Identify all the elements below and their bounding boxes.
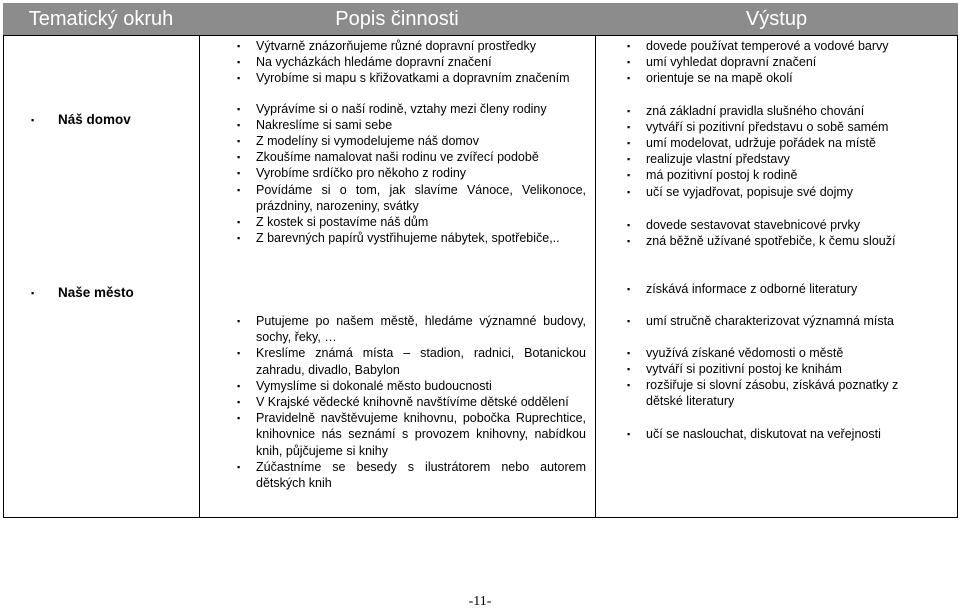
activity-item: ▪ Nakreslíme si sami sebe bbox=[256, 117, 586, 133]
output-item: ▪ vytváří si pozitivní představu o sobě samém bbox=[646, 119, 888, 135]
activity-item: ▪ Kreslíme známá místa – stadion, radnici, Botanickou zahradu, divadlo, Babylon bbox=[256, 345, 586, 377]
topic-column bbox=[3, 35, 200, 518]
output-item: ▪ umí vyhledat dopravní značení bbox=[646, 54, 816, 70]
output-item: ▪ orientuje se na mapě okolí bbox=[646, 70, 793, 86]
activity-item: ▪ Putujeme po našem městě, hledáme významné budovy, sochy, řeky, … bbox=[256, 313, 586, 345]
activity-item: ▪ Na vycházkách hledáme dopravní značení bbox=[256, 54, 586, 70]
output-item: ▪ učí se naslouchat, diskutovat na veřejnosti bbox=[646, 426, 881, 442]
output-item: ▪ zná základní pravidla slušného chování bbox=[646, 103, 864, 119]
output-item: ▪ má pozitivní postoj k rodině bbox=[646, 167, 797, 183]
topic-item: ▪ Náš domov bbox=[58, 112, 131, 128]
output-item: ▪ realizuje vlastní představy bbox=[646, 151, 790, 167]
output-item: ▪ vytváří si pozitivní postoj ke knihám bbox=[646, 361, 842, 377]
output-item: ▪ dovede používat temperové a vodové barvy bbox=[646, 38, 889, 54]
activity-item: ▪ Vyrobíme si mapu s křižovatkami a dopravním značením bbox=[256, 70, 586, 86]
activity-item: ▪ Vyrobíme srdíčko pro někoho z rodiny bbox=[256, 165, 586, 181]
topic-item: ▪ Naše město bbox=[58, 285, 134, 301]
activity-item: ▪ Z modelíny si vymodelujeme náš domov bbox=[256, 133, 586, 149]
output-item: ▪ získává informace z odborné literatury bbox=[646, 281, 857, 297]
page-number: -11- bbox=[468, 594, 492, 609]
activity-item: ▪ Z kostek si postavíme náš dům bbox=[256, 214, 586, 230]
activity-item: ▪ Z barevných papírů vystřihujeme nábytek, spotřebiče,.. bbox=[256, 230, 586, 246]
activity-item: ▪ Povídáme si o tom, jak slavíme Vánoce, Velikonoce, prázdniny, narozeniny, svátky bbox=[256, 182, 586, 214]
output-item: ▪ učí se vyjadřovat, popisuje své dojmy bbox=[646, 184, 853, 200]
activity-list-2 bbox=[256, 313, 586, 491]
activity-item: ▪ Vymyslíme si dokonalé město budoucnosti bbox=[256, 378, 586, 394]
output-item: ▪ zná běžně užívané spotřebiče, k čemu slouží bbox=[646, 233, 895, 249]
activity-item: ▪ Vyprávíme si o naší rodině, vztahy mezi členy rodiny bbox=[256, 101, 586, 117]
output-item: ▪ umí stručně charakterizovat významná místa bbox=[646, 313, 894, 329]
activity-item: ▪ Pravidelně navštěvujeme knihovnu, pobočka Ruprechtice, knihovnice nás seznámí s provozem knihovny, nabídkou knih, půjčujeme si knihy bbox=[256, 410, 586, 459]
activity-item: ▪ Zúčastníme se besedy s ilustrátorem nebo autorem dětských knih bbox=[256, 459, 586, 491]
header-activity: Popis činnosti bbox=[199, 3, 595, 35]
activity-item: ▪ Výtvarně znázorňujeme různé dopravní prostředky bbox=[256, 38, 586, 54]
header-output: Výstup bbox=[595, 3, 958, 35]
output-item: ▪ rozšiřuje si slovní zásobu, získává poznatky z dětské literatury bbox=[646, 377, 931, 409]
activity-item: ▪ Zkoušíme namalovat naši rodinu ve zvířecí podobě bbox=[256, 149, 586, 165]
activity-item: ▪ V Krajské vědecké knihovně navštívíme dětské oddělení bbox=[256, 394, 586, 410]
activity-list-1 bbox=[256, 38, 586, 246]
output-item: ▪ využívá získané vědomosti o městě bbox=[646, 345, 843, 361]
header-topic: Tematický okruh bbox=[3, 3, 199, 35]
output-item: ▪ umí modelovat, udržuje pořádek na místě bbox=[646, 135, 876, 151]
output-item: ▪ dovede sestavovat stavebnicové prvky bbox=[646, 217, 860, 233]
